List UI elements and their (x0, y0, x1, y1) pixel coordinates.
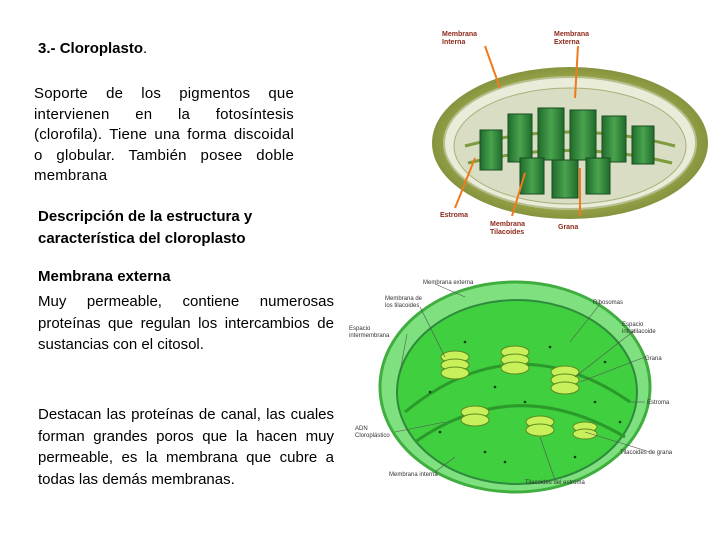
label-bottom-membrana-interna: Membrana interna (389, 472, 438, 478)
label-bottom-ribosomas: Ribosomas (593, 300, 624, 306)
paragraph-proteinas-canal: Destacan las proteínas de canal, las cuales forman grandes poros que la hacen muy permeable, es la membrana que cubre a todas las demás membranas. (38, 406, 334, 488)
label-bottom-espacio-intratilacoide: Espacio intratilacoide (622, 322, 656, 335)
label-membrana-externa: Membrana Externa (554, 31, 590, 46)
label-membrana-tilacoides: Membrana Tilacoides (490, 221, 526, 236)
label-bottom-adn: ADN Cloroplástico (355, 426, 390, 439)
section-heading: Descripción de la estructura y característica del cloroplasto (38, 208, 253, 247)
intro-paragraph: Soporte de los pigmentos que intervienen en la fotosíntesis (clorofila). Tiene una forma discoidal o globular. También posee doble membrana (34, 85, 294, 184)
slide-title-text: Cloroplasto (59, 40, 144, 57)
paragraph-membrana-externa: Muy permeable, contiene numerosas proteínas que regulan los intercambios de sustancias con el citosol. (38, 293, 334, 353)
label-bottom-espacio-intermembrana: Espacio intermembrana (349, 326, 390, 339)
slide-number: 3.- (38, 40, 56, 57)
chloroplast-cutaway-diagram (345, 262, 720, 507)
label-estroma: Estroma (440, 212, 469, 219)
subheading-membrana-externa: Membrana externa (38, 268, 171, 285)
label-bottom-membrana-externa: Membrana externa (423, 280, 474, 286)
label-bottom-membrana-tilacoides: Membrana de los tilacoides (385, 296, 423, 309)
chloroplast-3d-diagram (430, 18, 710, 240)
label-bottom-tilacoides-estroma: Tilacoides del estroma (525, 480, 585, 486)
slide-title (38, 40, 147, 57)
label-bottom-tilacoides-grana: Tilacoides de grana (620, 450, 673, 456)
label-bottom-grana: Grana (645, 356, 662, 362)
title-suffix: . (143, 40, 148, 57)
label-membrana-interna: Membrana Interna (442, 31, 478, 46)
label-bottom-estroma: Estroma (647, 400, 670, 406)
label-grana: Grana (558, 224, 579, 231)
